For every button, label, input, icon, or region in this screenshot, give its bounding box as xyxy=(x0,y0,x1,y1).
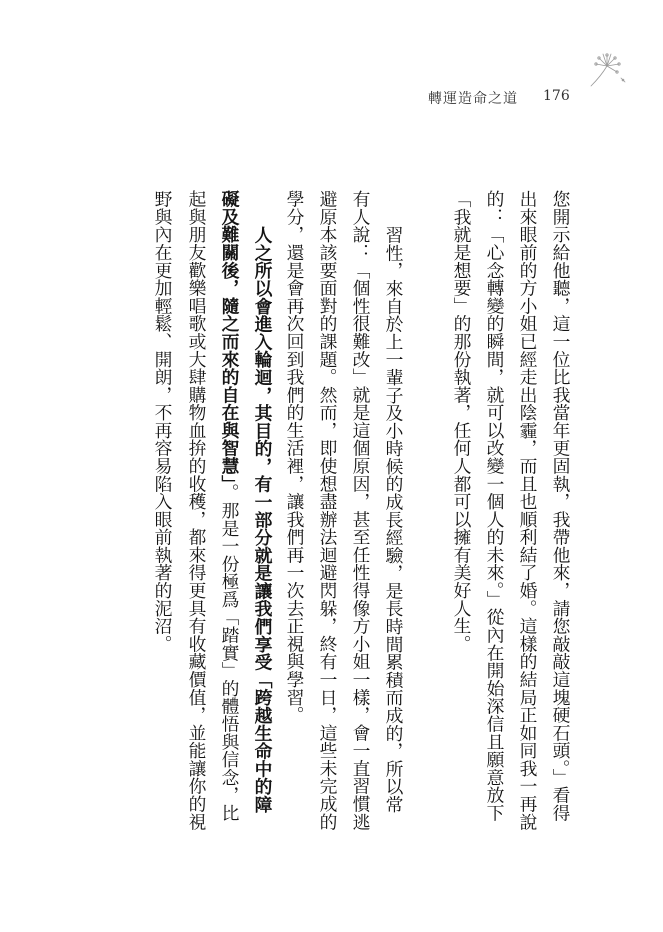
text-column: 您開示給他聽，這一位比我當年更固執，我帶他來，請您敲敲這塊硬石頭。」看得 xyxy=(550,190,571,822)
body-text: 。那是一份極爲「踏實」的體悟與信念，比 xyxy=(219,483,240,822)
text-column: 野與內在更加輕鬆、開朗，不再容易陷入眼前執著的泥沼。 xyxy=(152,190,173,653)
text-column: 「我就是想要」的那份執著，任何人都可以擁有美好人生。 xyxy=(451,190,472,653)
text-column: 避原本該要面對的課題。然而，即使想盡辦法迴避閃躲，終有一日，這些未完成的 xyxy=(317,190,338,831)
text-column xyxy=(220,190,238,835)
bold-text: 礙及難關後，隨之而來的自在與智慧」 xyxy=(219,190,240,484)
text-column: 習性，來自於上一輩子及小時候的成長經驗，是長時間累積而成的，所以常 xyxy=(383,226,404,814)
text-column: 有人說：「個性很難改」就是這個原因，甚至任性得像方小姐一樣，會一直習慣逃 xyxy=(350,190,371,831)
dandelion-icon xyxy=(583,50,629,90)
text-column: 出來眼前的方小姐已經走出陰霾，而且也順利結了婚。這樣的結局正如同我一再說 xyxy=(517,190,538,831)
running-header-title: 轉運造命之道 xyxy=(428,91,518,107)
bold-text-column: 人之所以會進入輪迴，其目的，有一部分就是讓我們享受「跨越生命中的障 xyxy=(252,226,273,814)
text-column: 的：「心念轉變的瞬間，就可以改變一個人的未來。」從內在開始深信且願意放下 xyxy=(484,190,505,822)
page-number: 176 xyxy=(543,88,570,104)
text-column: 起與朋友歡樂唱歌或大肆購物血拚的收穫，都來得更具有收藏價值，並能讓你的視 xyxy=(186,190,207,831)
text-column: 學分，還是會再次回到我們的生活裡，讓我們再一次去正視與學習。 xyxy=(284,190,305,724)
